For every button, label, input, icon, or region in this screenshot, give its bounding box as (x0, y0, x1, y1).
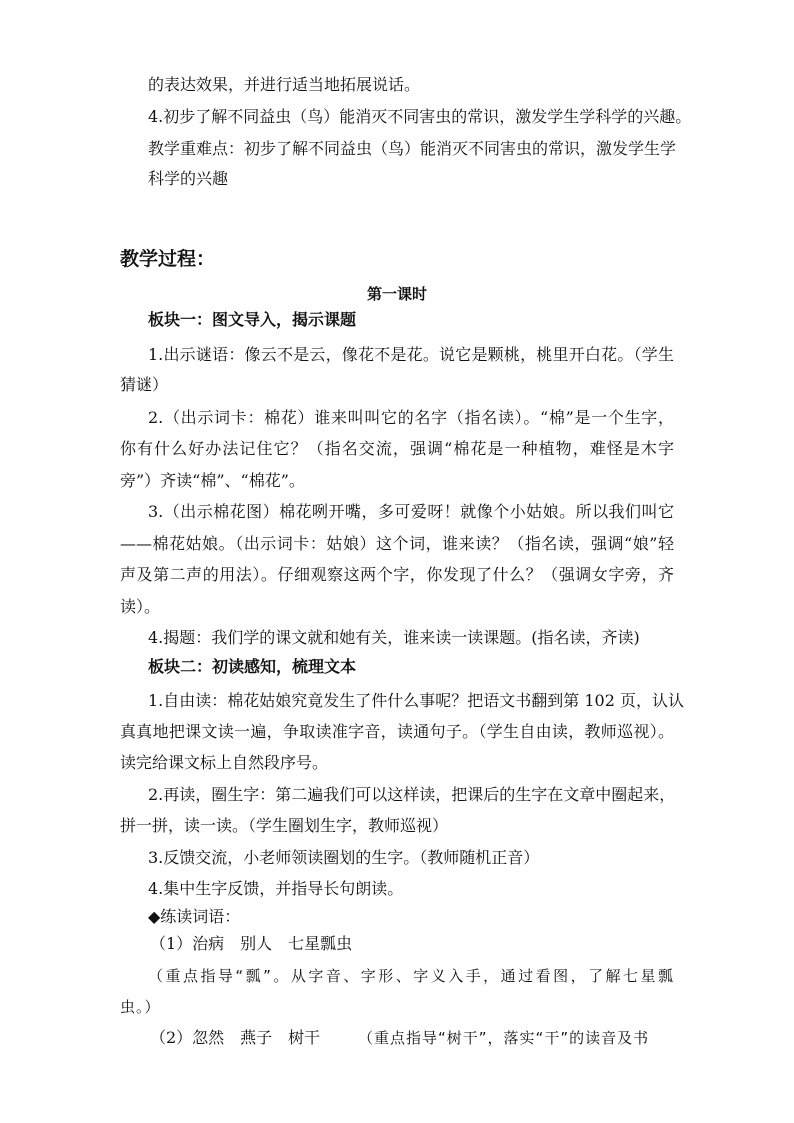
key-difficulty-line2: 科学的兴趣 (148, 169, 229, 188)
key-difficulty-line1: 教学重难点：初步了解不同益虫（鸟）能消灭不同害虫的常识，激发学生学 (148, 139, 677, 158)
step-2-line3: 旁”）齐读“棉”、“棉花”。 (120, 471, 305, 490)
session-title: 第一课时 (366, 285, 427, 303)
step-3-line3: 声及第二声的用法）。仔细观察这两个字，你发现了什么？（强调女字旁，齐 (120, 565, 674, 584)
read-step-1-line3: 读完给课文标上自然段序号。 (120, 753, 329, 772)
step-3-line2: ——棉花姑娘。（出示词卡：姑娘）这个词，谁来读？（指名读，强调“娘”轻 (120, 534, 674, 553)
step-3-line1: 3.（出示棉花图）棉花咧开嘴，多可爱呀！就像个小姑娘。所以我们叫它 (148, 502, 674, 521)
word-group-1-note-line2: 虫。） (120, 998, 161, 1016)
word-group-1: （1）治病 别人 七星瓢虫 (150, 934, 353, 953)
objective-3-continued: 的表达效果，并进行适当地拓展说话。 (148, 75, 421, 94)
objective-4: 4.初步了解不同益虫（鸟）能消灭不同害虫的常识，激发学生学科学的兴趣。 (148, 107, 692, 126)
read-step-2-line2: 拼一拼，读一读。（学生圈划生字，教师巡视） (120, 816, 449, 835)
step-2-line2: 你有什么好办法记住它？（指名交流，强调“棉花是一种植物，难怪是木字 (120, 439, 674, 458)
step-4: 4.揭题：我们学的课文就和她有关，谁来读一读课题。(指名读，齐读) (148, 628, 640, 647)
read-step-2-line1: 2.再读，圈生字：第二遍我们可以这样读，把课后的生字在文章中圈起来， (148, 785, 676, 804)
word-practice-bullet: ◆练读词语： (148, 907, 241, 926)
word-group-1-note-line1: （重点指导“瓢”。从字音、字形、字义入手，通过看图，了解七星瓢 (148, 967, 674, 985)
read-step-1-line1: 1.自由读：棉花姑娘究竟发生了件什么事呢？把语文书翻到第 102 页，认认 (148, 691, 684, 710)
read-step-1-line2: 真真地把课文读一遍，争取读准字音，读通句子。（学生自由读，教师巡视）。 (120, 722, 674, 741)
read-step-4: 4.集中生字反馈，并指导长句朗读。 (148, 879, 404, 898)
word-group-2: （2）忽然 燕子 树干 (150, 1028, 321, 1047)
read-step-3: 3.反馈交流，小老师领读圈划的生字。（教师随机正音） (148, 848, 540, 867)
block-2-heading: 板块二：初读感知，梳理文本 (148, 657, 357, 676)
section-heading-teaching-process: 教学过程： (120, 248, 216, 270)
step-1-line2: 猜谜） (120, 375, 169, 394)
word-group-2-note: （重点指导“树干”，落实“干”的读音及书 (358, 1029, 650, 1047)
step-2-line1: 2.（出示词卡：棉花）谁来叫叫它的名字（指名读）。“棉”是一个生字， (148, 408, 674, 427)
step-3-line4: 读）。 (120, 597, 161, 616)
block-1-heading: 板块一：图文导入，揭示课题 (148, 310, 357, 329)
step-1-line1: 1.出示谜语：像云不是云，像花不是花。说它是颗桃，桃里开白花。（学生 (148, 345, 674, 364)
